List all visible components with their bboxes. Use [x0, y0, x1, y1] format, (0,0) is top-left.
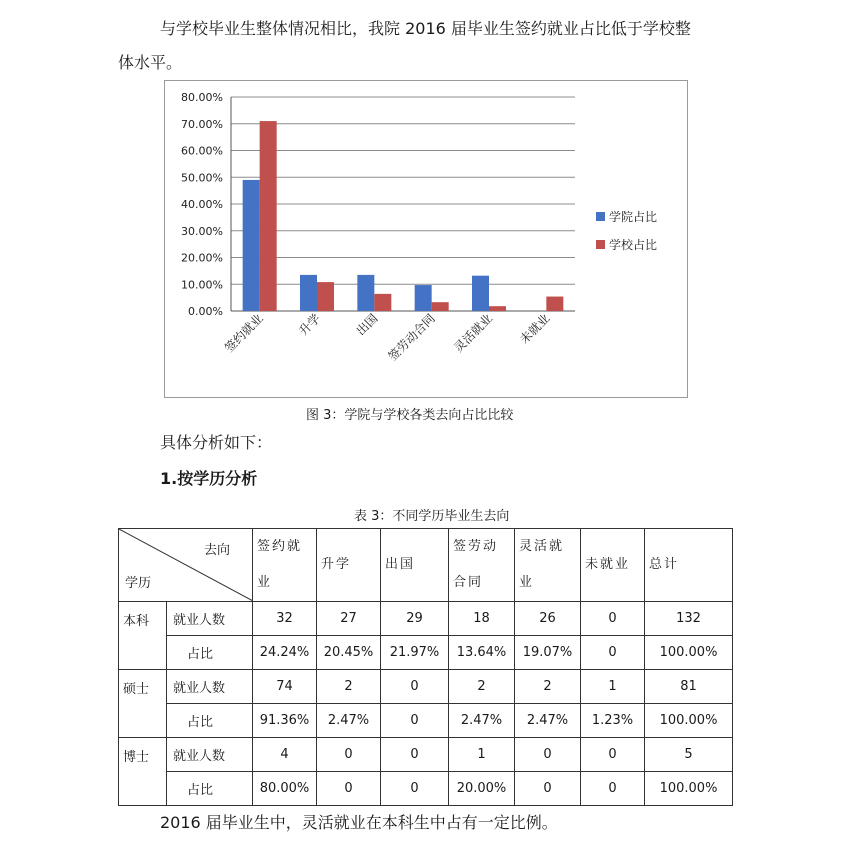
bar	[260, 121, 277, 311]
col-header: 总计	[645, 529, 733, 602]
value-cell: 0	[317, 738, 381, 772]
row-label: 就业人数	[167, 602, 253, 636]
bar	[415, 285, 432, 311]
figure-caption: 图 3：学院与学校各类去向占比比较	[306, 408, 514, 423]
analysis-intro: 具体分析如下：	[160, 433, 273, 452]
legend-label: 学院占比	[609, 210, 658, 224]
value-cell: 81	[645, 670, 733, 704]
bar	[546, 297, 563, 311]
y-tick-label: 60.00%	[181, 144, 223, 158]
value-cell: 100.00%	[645, 772, 733, 806]
value-cell: 100.00%	[645, 704, 733, 738]
x-category-label: 灵活就业	[451, 311, 496, 356]
x-category-label: 签劳动合同	[385, 311, 438, 364]
value-cell: 27	[317, 602, 381, 636]
value-cell: 2.47%	[449, 704, 515, 738]
table-corner-header	[119, 529, 253, 602]
value-cell: 0	[381, 704, 449, 738]
row-label: 占比	[167, 772, 253, 806]
bar	[300, 275, 317, 311]
value-cell: 2.47%	[515, 704, 581, 738]
value-cell: 21.97%	[381, 636, 449, 670]
value-cell: 80.00%	[253, 772, 317, 806]
section-heading: 1.按学历分析	[160, 469, 258, 488]
table-caption: 表 3：不同学历毕业生去向	[354, 509, 510, 524]
value-cell: 5	[645, 738, 733, 772]
table-row	[119, 772, 733, 806]
chart-canvas	[165, 81, 687, 397]
bar	[432, 302, 449, 311]
y-tick-label: 0.00%	[188, 305, 223, 318]
value-cell: 1.23%	[581, 704, 645, 738]
value-cell: 0	[581, 602, 645, 636]
y-tick-label: 80.00%	[181, 91, 223, 104]
row-label: 就业人数	[167, 738, 253, 772]
bar-chart	[164, 80, 688, 398]
value-cell: 13.64%	[449, 636, 515, 670]
value-cell: 20.45%	[317, 636, 381, 670]
x-category-label: 出国	[353, 311, 381, 339]
col-header: 出国	[381, 529, 449, 602]
value-cell: 32	[253, 602, 317, 636]
value-cell: 74	[253, 670, 317, 704]
bar	[317, 282, 334, 311]
header-degree: 学历	[125, 576, 152, 591]
value-cell: 0	[581, 772, 645, 806]
closing-line: 2016 届毕业生中，灵活就业在本科生中占有一定比例。	[160, 813, 558, 832]
intro-line-1: 与学校毕业生整体情况相比，我院 2016 届毕业生签约就业占比低于学校整	[160, 19, 691, 38]
y-tick-label: 30.00%	[181, 224, 223, 238]
x-category-label: 未就业	[517, 311, 553, 347]
header-destination: 去向	[203, 543, 230, 558]
value-cell: 0	[581, 636, 645, 670]
col-header: 升学	[317, 529, 381, 602]
value-cell: 1	[581, 670, 645, 704]
legend-swatch	[596, 212, 605, 221]
table-row	[119, 670, 733, 704]
y-tick-label: 10.00%	[181, 278, 223, 292]
table-row	[119, 636, 733, 670]
value-cell: 26	[515, 602, 581, 636]
legend-swatch	[596, 240, 605, 249]
value-cell: 2	[317, 670, 381, 704]
value-cell: 4	[253, 738, 317, 772]
value-cell: 1	[449, 738, 515, 772]
x-category-label: 签约就业	[221, 311, 266, 356]
value-cell: 132	[645, 602, 733, 636]
value-cell: 0	[381, 772, 449, 806]
value-cell: 0	[317, 772, 381, 806]
value-cell: 18	[449, 602, 515, 636]
intro-line-2: 体水平。	[118, 53, 183, 72]
table-row	[119, 738, 733, 772]
degree-cell: 博士	[119, 738, 167, 806]
row-label: 占比	[167, 636, 253, 670]
y-tick-label: 40.00%	[181, 198, 223, 211]
bar	[357, 275, 374, 311]
value-cell: 24.24%	[253, 636, 317, 670]
col-header: 签劳动合同	[449, 529, 515, 602]
col-header: 签约就业	[253, 529, 317, 602]
degree-cell: 硕士	[119, 670, 167, 738]
value-cell: 100.00%	[645, 636, 733, 670]
value-cell: 0	[581, 738, 645, 772]
value-cell: 0	[381, 738, 449, 772]
row-label: 占比	[167, 704, 253, 738]
x-category-label: 升学	[296, 311, 324, 339]
table-row	[119, 704, 733, 738]
bar	[243, 180, 260, 311]
value-cell: 20.00%	[449, 772, 515, 806]
col-header: 灵活就业	[515, 529, 581, 602]
value-cell: 29	[381, 602, 449, 636]
table-row	[119, 602, 733, 636]
value-cell: 0	[381, 670, 449, 704]
y-tick-label: 50.00%	[181, 171, 223, 185]
graduate-destination-table	[118, 528, 733, 806]
value-cell: 0	[515, 738, 581, 772]
bar	[374, 294, 391, 311]
bar	[472, 276, 489, 311]
value-cell: 2	[449, 670, 515, 704]
value-cell: 0	[515, 772, 581, 806]
y-tick-label: 70.00%	[181, 117, 223, 131]
value-cell: 19.07%	[515, 636, 581, 670]
value-cell: 91.36%	[253, 704, 317, 738]
col-header: 未就业	[581, 529, 645, 602]
value-cell: 2	[515, 670, 581, 704]
row-label: 就业人数	[167, 670, 253, 704]
bar	[489, 306, 506, 311]
legend-label: 学校占比	[609, 238, 658, 252]
value-cell: 2.47%	[317, 704, 381, 738]
degree-cell: 本科	[119, 602, 167, 670]
y-tick-label: 20.00%	[181, 251, 223, 265]
